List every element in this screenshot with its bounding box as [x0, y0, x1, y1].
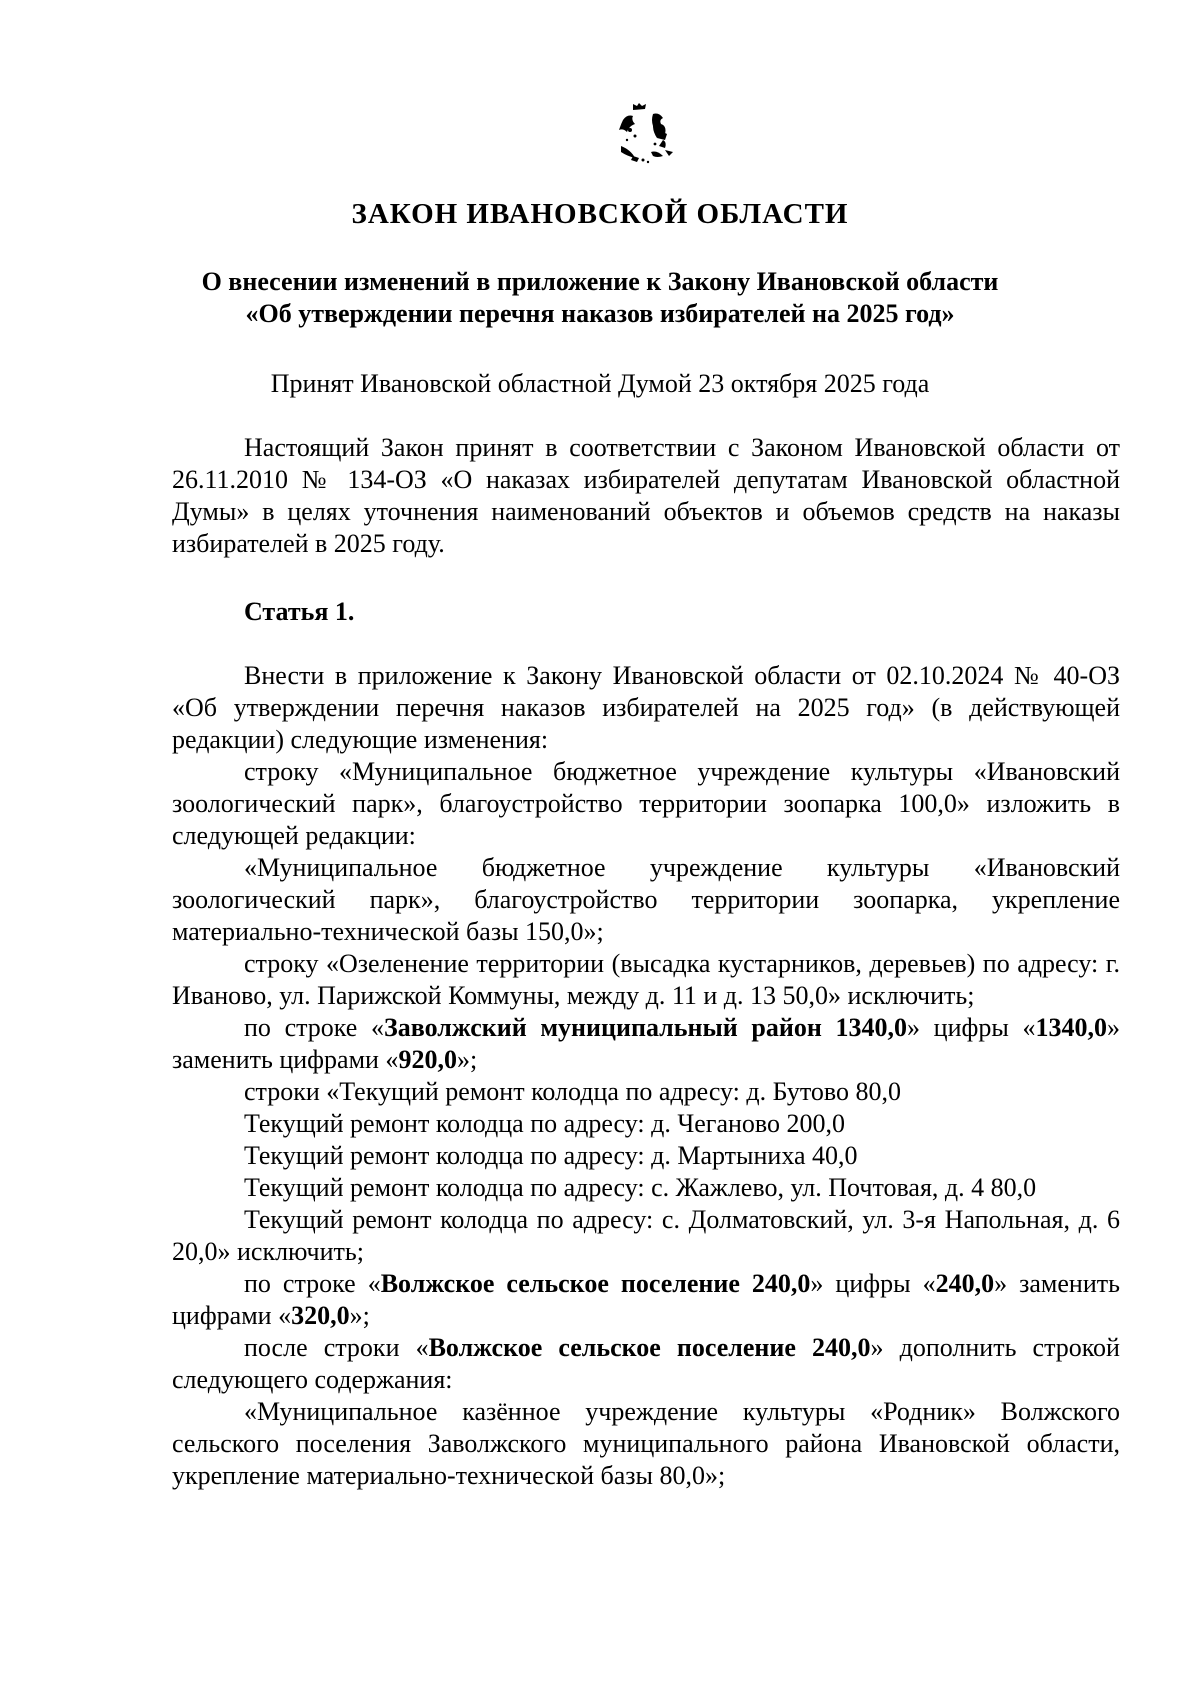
p11-bold-b: Волжское сельское поселение 240,0: [380, 1269, 811, 1298]
subtitle-line-1: О внесении изменений в приложение к Закону Ивановской области: [201, 267, 999, 296]
paragraph-5: [172, 1012, 1120, 1076]
paragraph-7: Текущий ремонт колодца по адресу: д. Чеганово 200,0: [244, 1109, 846, 1138]
p11-bold-d: 240,0: [935, 1269, 995, 1298]
p12-text-c: » дополнить строкой следующего содержания:: [172, 1333, 1120, 1394]
p11-bold-f: 320,0: [291, 1301, 350, 1330]
p12-text-a: после строки «: [244, 1333, 429, 1362]
p5-bold-d: 1340,0: [1035, 1013, 1107, 1042]
p11-text-a: по строке «: [244, 1269, 381, 1298]
paragraph-9: Текущий ремонт колодца по адресу: с. Жажлево, ул. Почтовая, д. 4 80,0: [244, 1173, 1037, 1202]
p5-text-a: по строке «: [244, 1013, 384, 1042]
paragraph-6: строки «Текущий ремонт колодца по адресу: д. Бутово 80,0: [244, 1077, 902, 1106]
subtitle-line-2: «Об утверждении перечня наказов избирателей на 2025 год»: [245, 299, 955, 328]
paragraph-4: строку «Озеленение территории (высадка кустарников, деревьев) по адресу: г. Иваново, ул. Парижской Коммуны, между д. 11 и д. 13 50,0» исключить;: [172, 949, 1120, 1010]
p5-text-g: »;: [456, 1045, 478, 1074]
paragraph-8: Текущий ремонт колодца по адресу: д. Мартыниха 40,0: [244, 1141, 858, 1170]
article-body: [172, 660, 1120, 1492]
coat-of-arms-icon: [593, 100, 693, 180]
paragraph-3: «Муниципальное бюджетное учреждение культуры «Ивановский зоологический парк», благоустройство территории зоопарка, укрепление материально-технической базы 150,0»;: [172, 853, 1120, 946]
adoption-line: Принят Ивановской областной Думой 23 октября 2025 года: [270, 369, 930, 398]
p5-bold-f: 920,0: [398, 1045, 457, 1074]
p11-text-c: » цифры «: [810, 1269, 936, 1298]
paragraph-1: Внести в приложение к Закону Ивановской области от 02.10.2024 № 40-ОЗ «Об утверждении перечня наказов избирателей на 2025 год» (в действующей редакции) следующие изменения:: [172, 661, 1120, 754]
paragraph-11: [172, 1268, 1120, 1332]
article-heading: Статья 1.: [244, 597, 355, 626]
paragraph-13: «Муниципальное казённое учреждение культуры «Родник» Волжского сельского поселения Заволжского муниципального района Ивановской области, укрепление материально-технической базы 80,0»;: [172, 1397, 1120, 1490]
p5-bold-b: Заволжский муниципальный район 1340,0: [383, 1013, 908, 1042]
p12-bold-b: Волжское сельское поселение 240,0: [428, 1333, 871, 1362]
p5-text-e: » заменить цифрами «: [172, 1013, 1120, 1074]
paragraph-2: строку «Муниципальное бюджетное учреждение культуры «Ивановский зоологический парк», благоустройство территории зоопарка 100,0» изложить в следующей редакции:: [172, 757, 1120, 850]
p11-text-g: »;: [349, 1301, 370, 1330]
p5-text-c: » цифры «: [907, 1013, 1036, 1042]
p11-text-e: » заменить цифрами «: [172, 1269, 1120, 1330]
intro-section: [172, 432, 1120, 560]
intro-paragraph: Настоящий Закон принят в соответствии с Законом Ивановской области от 26.11.2010 № 134-ОЗ «О наказах избирателей депутатам Ивановской областной Думы» в целях уточнения наименований объектов и объемов средств на наказы избирателей в 2025 году.: [172, 433, 1120, 558]
paragraph-10: Текущий ремонт колодца по адресу: с. Долматовский, ул. 3-я Напольная, д. 6 20,0» исключить;: [172, 1205, 1120, 1266]
document-title: ЗАКОН ИВАНОВСКОЙ ОБЛАСТИ: [351, 198, 849, 230]
paragraph-12: [172, 1332, 1120, 1396]
document-subtitle: [170, 266, 1030, 330]
